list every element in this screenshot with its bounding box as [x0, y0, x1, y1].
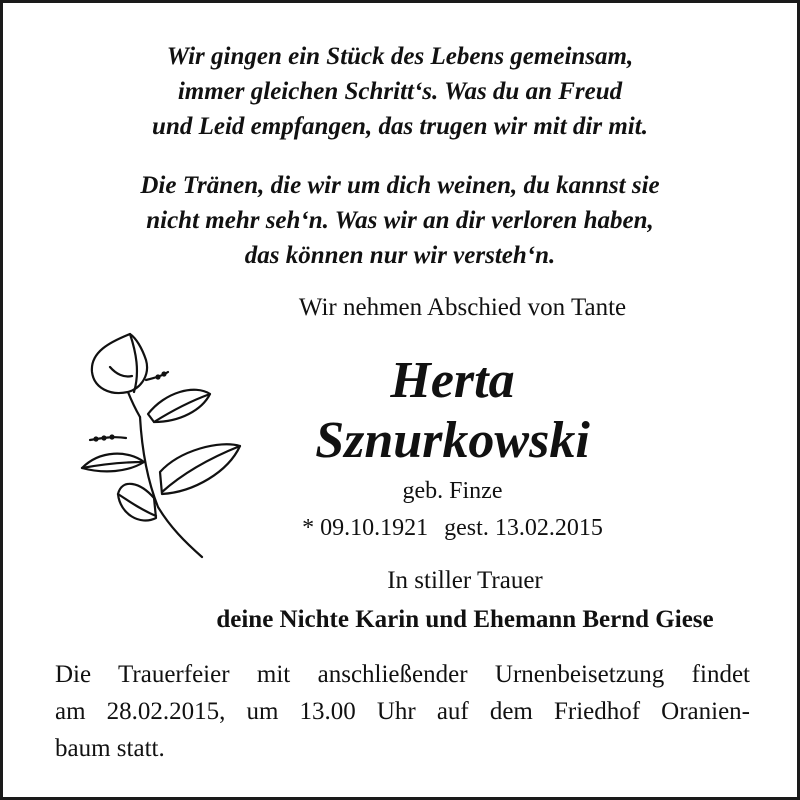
calla-lily-icon [70, 322, 250, 572]
deceased-first-name: Herta [390, 352, 515, 409]
life-dates [230, 513, 675, 543]
poem-verse-1 [0, 39, 800, 144]
poem-line: Wir gingen ein Stück des Lebens gemeinsam, [166, 43, 634, 70]
death-date: gest. 13.02.2015 [444, 515, 603, 541]
farewell-intro: Wir nehmen Abschied von Tante [298, 294, 627, 321]
notice-line: am 28.02.2015, um 13.00 Uhr auf dem Friedhof Oranien- [55, 698, 750, 725]
mourners-line [100, 604, 800, 636]
notice-line: baum statt. [55, 735, 165, 762]
maiden-name: geb. Finze [402, 478, 503, 504]
mourners-text: deine Nichte Karin und Ehemann Bernd Giese [216, 606, 714, 633]
birth-date: * 09.10.1921 [302, 515, 429, 541]
notice-line: Die Trauerfeier mit anschließender Urnenbeisetzung findet [55, 661, 750, 688]
funeral-notice [55, 656, 750, 767]
deceased-last-name: Sznurkowski [315, 412, 590, 469]
poem-line: das können nur wir versteh‘n. [244, 242, 556, 269]
poem-line: immer gleichen Schritt‘s. Was du an Freud [177, 78, 623, 105]
poem-line: und Leid empfangen, das trugen wir mit dir mit. [152, 113, 648, 140]
poem-line: Die Tränen, die wir um dich weinen, du kannst sie [140, 172, 660, 199]
poem-verse-2 [0, 168, 800, 273]
poem-line: nicht mehr seh‘n. Was wir an dir verloren haben, [146, 207, 654, 234]
mourning-line: In stiller Trauer [387, 567, 543, 594]
